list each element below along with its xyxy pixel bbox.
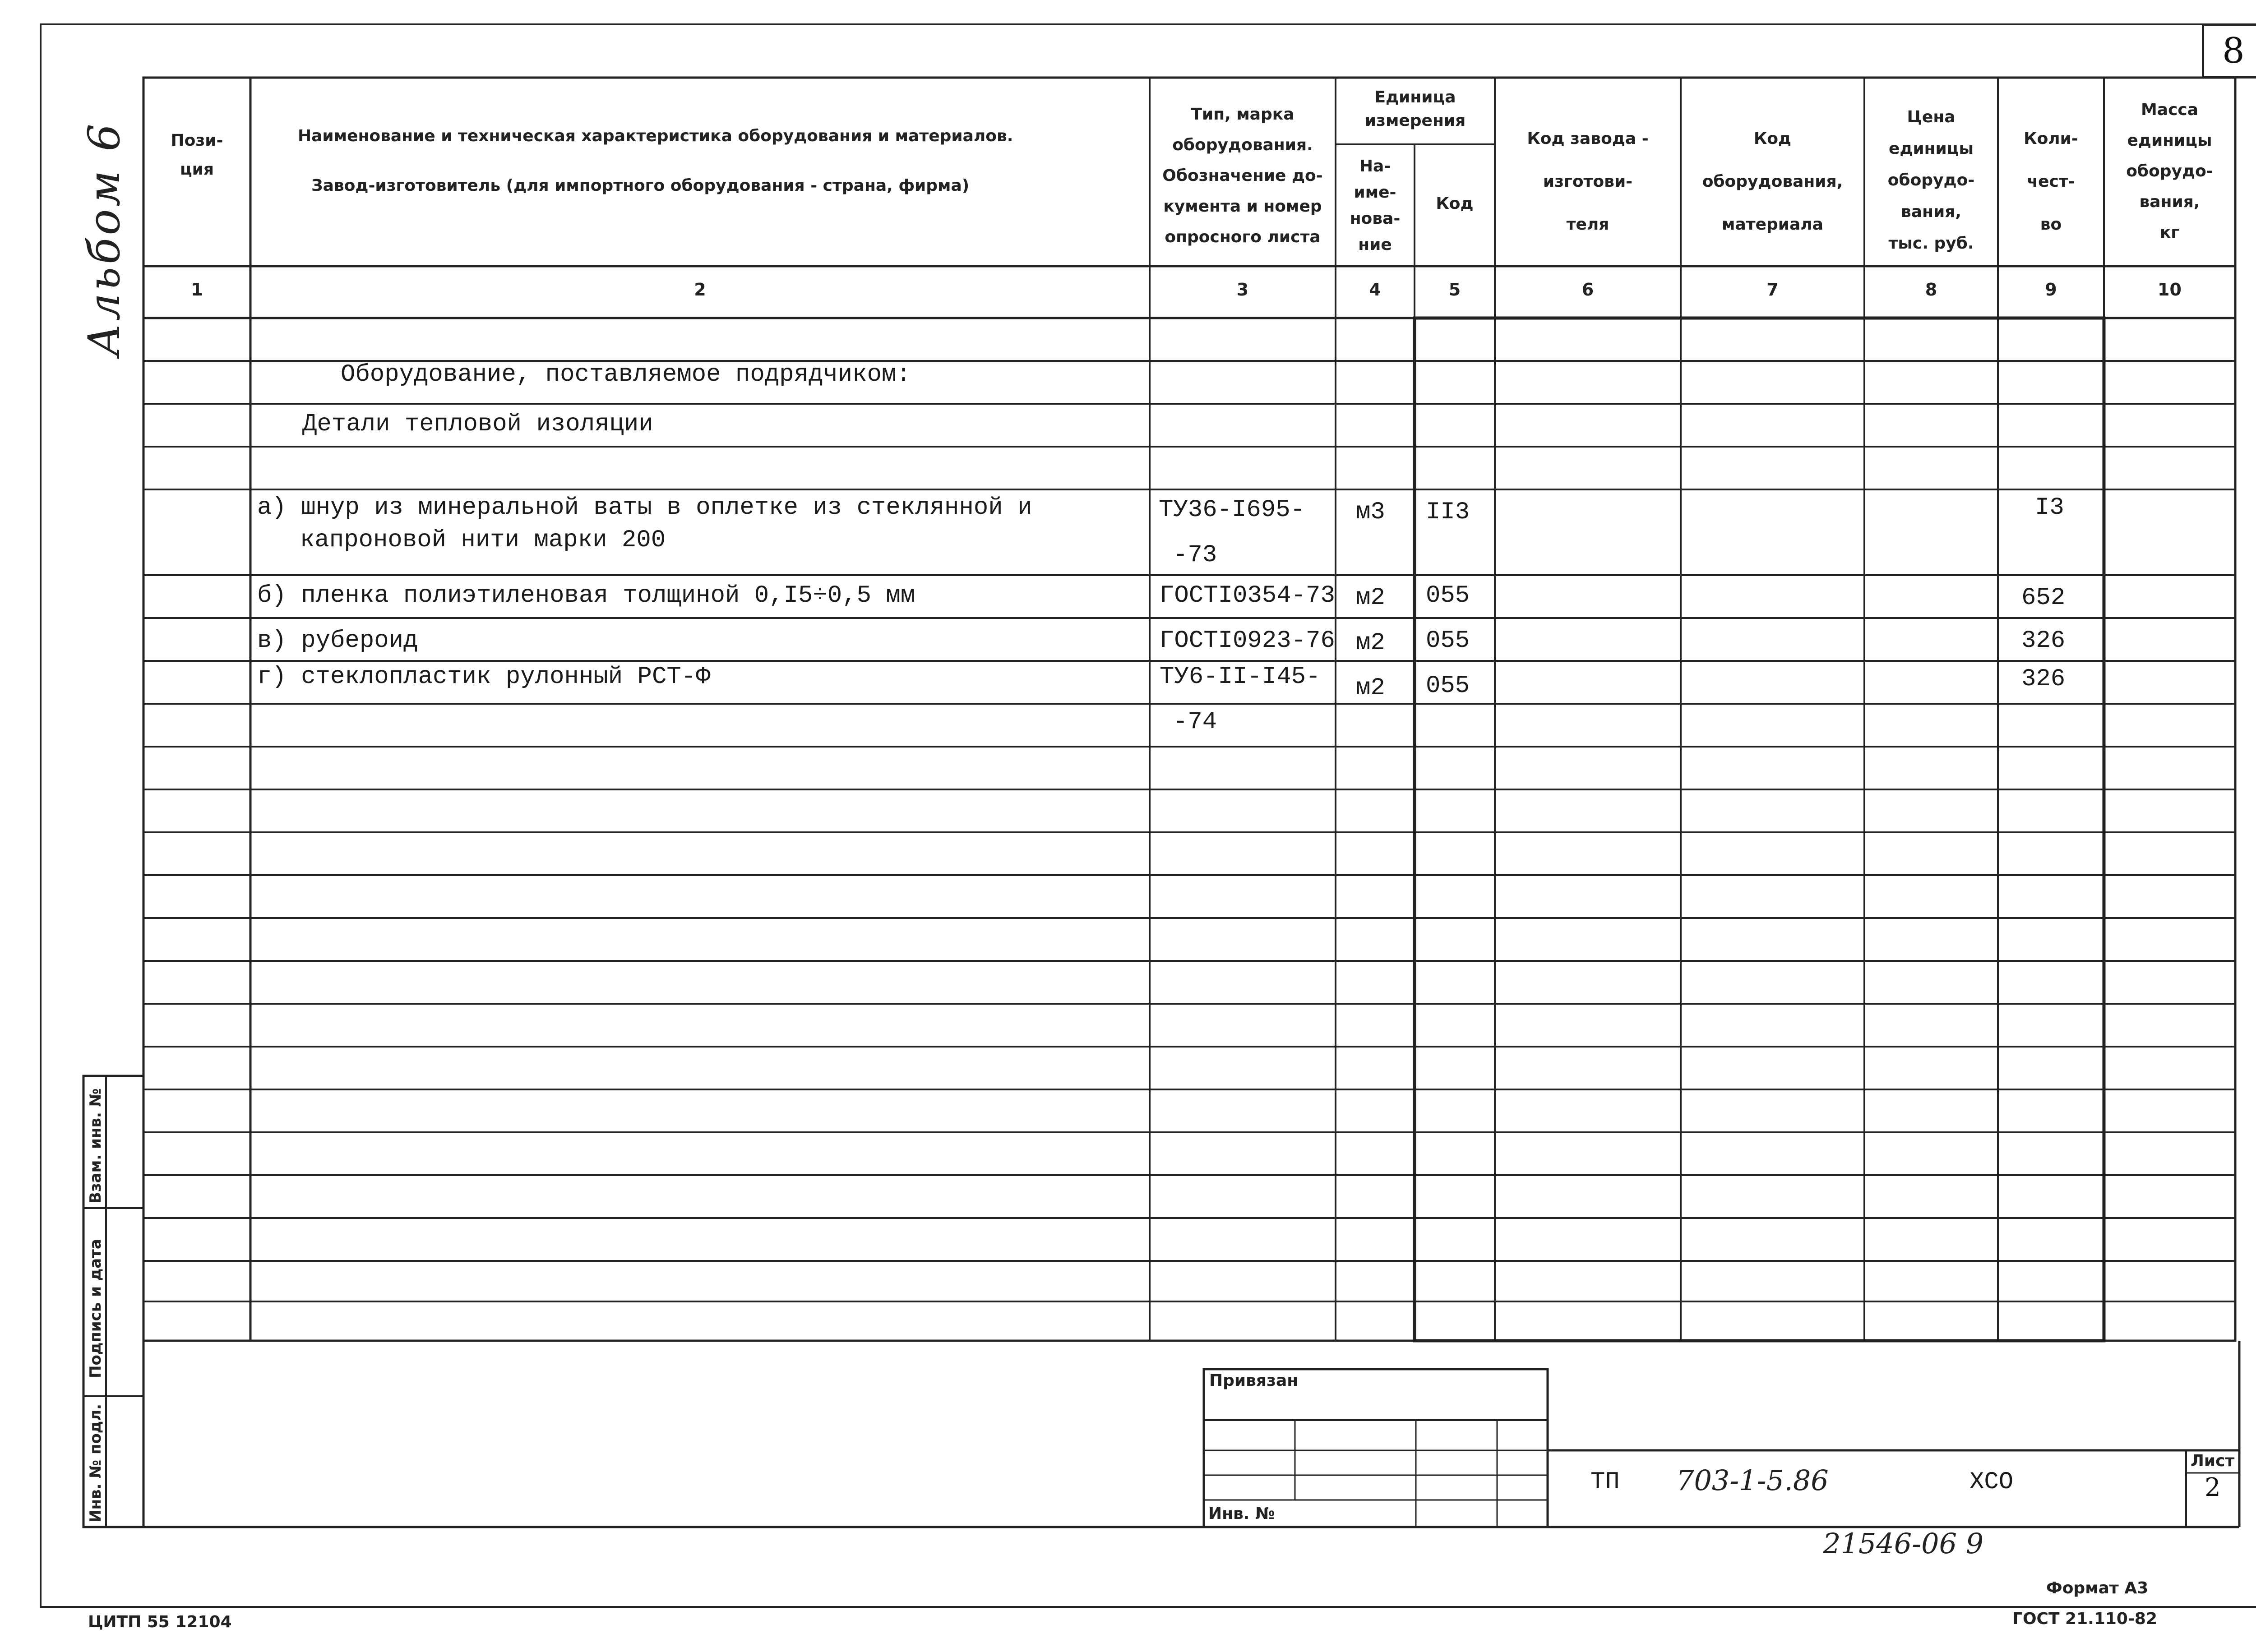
col-number-2: 2 bbox=[694, 280, 706, 300]
item-d-code: 055 bbox=[1426, 672, 1470, 700]
col-number-7: 7 bbox=[1766, 280, 1779, 300]
item-a-doc-line2: -73 bbox=[1173, 541, 1217, 569]
item-d-name: г) стеклопластик рулонный РСТ-Ф bbox=[257, 663, 711, 691]
item-a-unit: м3 bbox=[1356, 498, 1385, 526]
item-b-code: 055 bbox=[1426, 582, 1470, 609]
header-manufacturer-code: Код завода - изготови- теля bbox=[1527, 129, 1649, 234]
item-b-doc: ГОСТI0354-73 bbox=[1160, 582, 1335, 609]
side-stamp-signature-date: Подпись и дата bbox=[87, 1239, 105, 1378]
sheet-label: Лист bbox=[2191, 1452, 2235, 1470]
registration-number: 21546-06 9 bbox=[1823, 1527, 1984, 1560]
citp-label: ЦИТП 55 12104 bbox=[88, 1613, 232, 1631]
doc-code-prefix: ТП bbox=[1590, 1468, 1620, 1496]
item-c-doc: ГОСТI0923-76 bbox=[1160, 627, 1335, 655]
item-c-unit: м2 bbox=[1356, 629, 1385, 657]
col-number-9: 9 bbox=[2045, 280, 2057, 300]
side-stamp-inv-podl: Инв. № подл. bbox=[87, 1403, 105, 1523]
item-c-qty: 326 bbox=[2021, 627, 2066, 655]
inv-no-label: Инв. № bbox=[1208, 1504, 1275, 1523]
item-b-qty: 652 bbox=[2021, 584, 2066, 612]
item-a-qty: I3 bbox=[2035, 494, 2064, 521]
item-a-code: II3 bbox=[1426, 498, 1470, 526]
privyazan-label: Привязан bbox=[1209, 1371, 1299, 1390]
item-d-qty: 326 bbox=[2021, 665, 2066, 693]
col-number-1: 1 bbox=[191, 280, 203, 300]
col-number-10: 10 bbox=[2158, 280, 2182, 300]
col-number-6: 6 bbox=[1581, 280, 1594, 300]
side-stamp-vzam-inv: Взам. инв. № bbox=[87, 1088, 105, 1204]
item-c-code: 055 bbox=[1426, 627, 1470, 655]
sheet-number: 2 bbox=[2205, 1473, 2221, 1502]
item-a-name-line2: капроновой нити марки 200 bbox=[300, 526, 666, 554]
page-number: 8 bbox=[2202, 23, 2256, 78]
album-label: Альбом 6 bbox=[79, 121, 129, 356]
col-number-3: 3 bbox=[1236, 280, 1249, 300]
subsection-title: Детали тепловой изоляции bbox=[302, 411, 653, 438]
item-a-name-line1: а) шнур из минеральной ваты в оплетке из стеклянной и bbox=[257, 494, 1032, 521]
format-label: Формат А3 bbox=[2046, 1579, 2149, 1597]
col-number-4: 4 bbox=[1369, 280, 1381, 300]
item-a-doc-line1: ТУ36-I695- bbox=[1159, 496, 1305, 524]
header-position: Пози- ция bbox=[171, 131, 223, 179]
header-equipment-code: Код оборудования, материала bbox=[1702, 129, 1843, 234]
header-unit-name: На- име- нова- ние bbox=[1350, 157, 1401, 254]
gost-label: ГОСТ 21.110-82 bbox=[2012, 1610, 2158, 1628]
doc-code-number: 703-1-5.86 bbox=[1676, 1464, 1829, 1497]
header-unit-group: Единица измерения bbox=[1364, 88, 1466, 130]
header-unit-code: Код bbox=[1436, 194, 1474, 213]
doc-code-suffix: ХСО bbox=[1969, 1468, 2014, 1496]
header-quantity: Коли- чест- во bbox=[2024, 129, 2078, 234]
item-b-name: б) пленка полиэтиленовая толщиной 0,I5÷0,5 мм bbox=[257, 582, 915, 609]
header-price: Цена единицы оборудо- вания, тыс. руб. bbox=[1887, 108, 1975, 253]
item-d-doc-line1: ТУ6-II-I45- bbox=[1160, 663, 1321, 691]
header-name: Наименование и техническая характеристика оборудования и материалов. Завод-изготовитель (для импортного оборудования - страна, фирма) bbox=[298, 127, 1013, 195]
item-d-doc-line2: -74 bbox=[1173, 708, 1217, 736]
item-b-unit: м2 bbox=[1356, 584, 1385, 612]
header-mass: Масса единицы оборудо- вания, кг bbox=[2126, 101, 2213, 242]
header-type: Тип, марка оборудования. Обозначение до- кумента и номер опросного листа bbox=[1162, 105, 1323, 246]
col-number-5: 5 bbox=[1448, 280, 1461, 300]
item-d-unit: м2 bbox=[1356, 674, 1385, 702]
section-title: Оборудование, поставляемое подрядчиком: bbox=[341, 361, 911, 388]
item-c-name: в) рубероид bbox=[257, 627, 418, 655]
col-number-8: 8 bbox=[1925, 280, 1937, 300]
